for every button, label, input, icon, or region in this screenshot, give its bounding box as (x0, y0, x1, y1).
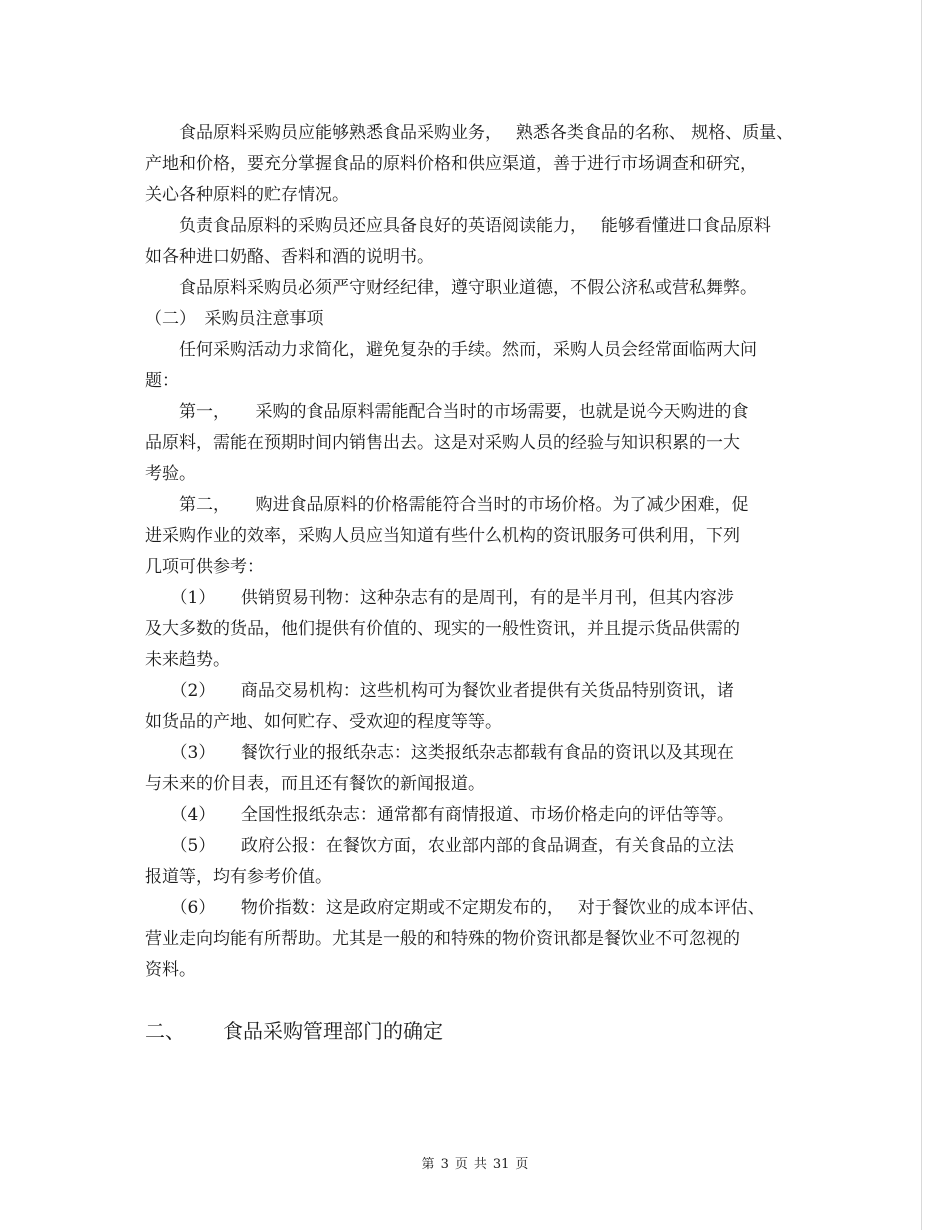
page-footer (0, 1157, 950, 1173)
list-item-line: 及大多数的货品，他们提供有价值的、现实的一般性资讯，并且提示货品供需的 (145, 619, 740, 639)
list-item-line: （1） 供销贸易刊物：这种杂志有的是周刊，有的是半月刊，但其内容涉 (145, 588, 734, 608)
list-item-line: （6） 物价指数：这是政府定期或不定期发布的， 对于餐饮业的成本评估、 (145, 898, 765, 918)
page-edge (921, 0, 922, 1230)
body-line: 品原料，需能在预期时间内销售出去。这是对采购人员的经验与知识积累的一大 (145, 433, 740, 453)
list-item-line: （3） 餐饮行业的报纸杂志：这类报纸杂志都载有食品的资讯以及其现在 (145, 743, 734, 763)
list-item-line: （2） 商品交易机构：这些机构可为餐饮业者提供有关货品特别资讯，诸 (145, 681, 734, 701)
list-item-line: 如货品的产地、如何贮存、受欢迎的程度等等。 (145, 712, 502, 732)
footer-text: 第 (421, 1157, 435, 1172)
body-line: 关心各种原料的贮存情况。 (145, 185, 349, 205)
body-line: 如各种进口奶酪、香料和酒的说明书。 (145, 247, 434, 267)
body-line: 产地和价格，要充分掌握食品的原料价格和供应渠道，善于进行市场调查和研究， (145, 154, 757, 174)
body-line: 任何采购活动力求简化，避免复杂的手续。然而，采购人员会经常面临两大问 (145, 340, 757, 360)
total-pages: 31 (492, 1157, 510, 1172)
body-line: 第二， 购进食品原料的价格需能符合当时的市场价格。为了减少困难，促 (145, 495, 749, 515)
list-item-line: 未来趋势。 (145, 650, 230, 670)
body-line: 食品原料采购员应能够熟悉食品采购业务， 熟悉各类食品的名称、 规格、质量、 (145, 123, 794, 143)
list-item-line: 营业走向均能有所帮助。尤其是一般的和特殊的物价资讯都是餐饮业不可忽视的 (145, 929, 740, 949)
list-item-line: （4） 全国性报纸杂志：通常都有商情报道、市场价格走向的评估等等。 (145, 805, 734, 825)
section-number: 二、 (145, 1019, 185, 1043)
body-line: 负责食品原料的采购员还应具备良好的英语阅读能力， 能够看懂进口食品原料 (145, 216, 771, 236)
body-line: 题： (145, 371, 179, 391)
footer-text: 页 (454, 1157, 468, 1172)
list-item-line: 与未来的价目表，而且还有餐饮的新闻报道。 (145, 774, 485, 794)
footer-text: 共 (473, 1157, 487, 1172)
subsection-heading: （二） 采购员注意事项 (145, 309, 324, 329)
body-line: 几项可供参考： (145, 557, 264, 577)
page-number: 3 (440, 1157, 449, 1172)
list-item-line: 报道等，均有参考价值。 (145, 867, 332, 887)
footer-text: 页 (515, 1157, 529, 1172)
body-line: 考验。 (145, 464, 196, 484)
body-line: 食品原料采购员必须严守财经纪律，遵守职业道德，不假公济私或营私舞弊。 (145, 278, 757, 298)
list-item-line: （5） 政府公报：在餐饮方面，农业部内部的食品调查，有关食品的立法 (145, 836, 734, 856)
body-line: 第一， 采购的食品原料需能配合当时的市场需要，也就是说今天购进的食 (145, 402, 749, 422)
body-line: 进采购作业的效率，采购人员应当知道有些什么机构的资讯服务可供利用，下列 (145, 526, 740, 546)
section-title: 食品采购管理部门的确定 (223, 1019, 443, 1043)
list-item-line: 资料。 (145, 960, 196, 980)
